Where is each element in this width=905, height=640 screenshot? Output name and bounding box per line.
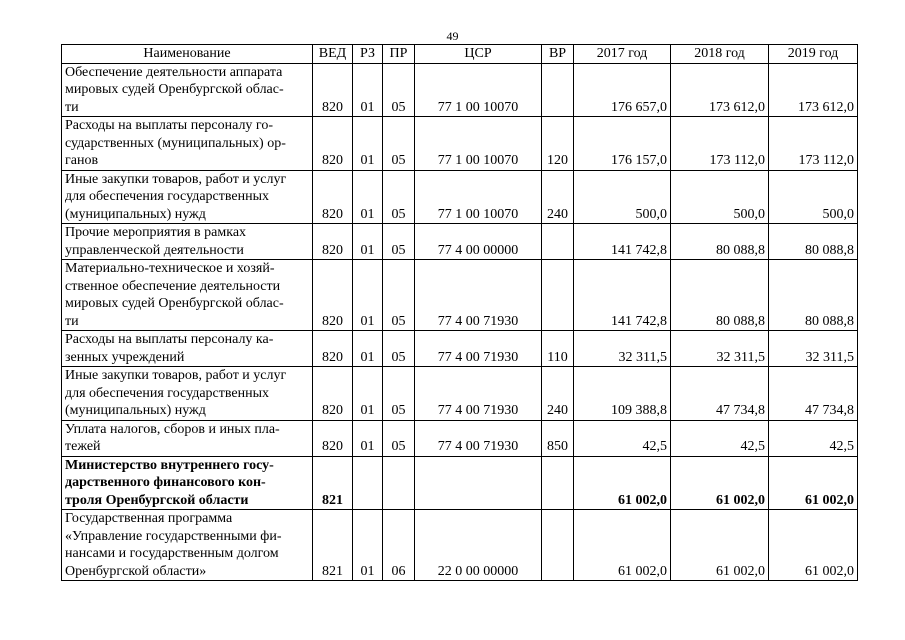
- table-body: [62, 63, 858, 581]
- name-line: Оренбургской области»: [65, 563, 207, 579]
- table-row: [62, 117, 858, 171]
- amount-2017-cell: 32 311,5: [574, 331, 671, 367]
- amount-2017-cell: 109 388,8: [574, 367, 671, 421]
- csr-cell: [415, 456, 542, 510]
- table-row: [62, 331, 858, 367]
- csr-cell: 77 4 00 71930: [415, 331, 542, 367]
- table-row: [62, 510, 858, 581]
- amount-2017-cell: 42,5: [574, 420, 671, 456]
- table-row: [62, 170, 858, 224]
- ved-cell: 820: [313, 117, 353, 171]
- name-line: управленческой деятельности: [65, 242, 244, 258]
- csr-cell: 77 4 00 71930: [415, 260, 542, 331]
- name-line: Иные закупки товаров, работ и услуг: [65, 171, 287, 187]
- table-row: [62, 224, 858, 260]
- vr-cell: 240: [542, 367, 574, 421]
- rz-cell: [353, 456, 383, 510]
- col-header-ved: ВЕД: [313, 45, 353, 64]
- amount-2017-cell: 176 157,0: [574, 117, 671, 171]
- col-header-2017: 2017 год: [574, 45, 671, 64]
- amount-2017-cell: 176 657,0: [574, 63, 671, 117]
- budget-table: [61, 44, 858, 581]
- amount-2018-cell: 173 112,0: [671, 117, 769, 171]
- table-row: [62, 456, 858, 510]
- amount-2019-cell: 80 088,8: [769, 260, 858, 331]
- name-cell: [62, 260, 313, 331]
- col-header-2018: 2018 год: [671, 45, 769, 64]
- name-line: ти: [65, 99, 79, 115]
- name-line: Государственная программа: [65, 511, 233, 526]
- amount-2019-cell: 173 612,0: [769, 63, 858, 117]
- amount-2018-cell: 500,0: [671, 170, 769, 224]
- col-header-2019: 2019 год: [769, 45, 858, 64]
- ved-cell: 820: [313, 331, 353, 367]
- rz-cell: 01: [353, 224, 383, 260]
- name-line: тежей: [65, 439, 101, 454]
- name-cell: [62, 224, 313, 260]
- name-cell: [62, 420, 313, 456]
- csr-cell: 77 4 00 71930: [415, 367, 542, 421]
- ved-cell: 820: [313, 170, 353, 224]
- col-header-name: Наименование: [62, 45, 313, 64]
- name-cell: [62, 63, 313, 117]
- csr-cell: 77 1 00 10070: [415, 170, 542, 224]
- name-line: Иные закупки товаров, работ и услуг: [65, 368, 287, 383]
- name-line: Уплата налогов, сборов и иных пла-: [65, 421, 280, 437]
- table-header-row: [62, 45, 858, 64]
- amount-2019-cell: 61 002,0: [769, 456, 858, 510]
- name-line: ганов: [65, 153, 99, 168]
- name-line: Материально-техническое и хозяй-: [65, 261, 275, 276]
- vr-cell: [542, 63, 574, 117]
- amount-2017-cell: 141 742,8: [574, 260, 671, 331]
- name-line: ственное обеспечение деятельности: [65, 278, 281, 294]
- name-cell: [62, 510, 313, 581]
- amount-2018-cell: 173 612,0: [671, 63, 769, 117]
- name-cell: [62, 456, 313, 510]
- csr-cell: 22 0 00 00000: [415, 510, 542, 581]
- name-line: троля Оренбургской области: [65, 492, 249, 508]
- name-line: ти: [65, 313, 79, 329]
- name-line: дарственного финансового кон-: [65, 475, 266, 490]
- name-line: «Управление государственными фи-: [65, 528, 282, 544]
- amount-2019-cell: 61 002,0: [769, 510, 858, 581]
- amount-2019-cell: 500,0: [769, 170, 858, 224]
- ved-cell: 821: [313, 510, 353, 581]
- pr-cell: 06: [383, 510, 415, 581]
- vr-cell: 240: [542, 170, 574, 224]
- name-line: мировых судей Оренбургской облас-: [65, 82, 284, 97]
- name-line: Обеспечение деятельности аппарата: [65, 64, 283, 80]
- rz-cell: 01: [353, 260, 383, 331]
- name-line: Расходы на выплаты персоналу ка-: [65, 332, 274, 347]
- name-line: сударственных (муниципальных) ор-: [65, 135, 286, 151]
- col-header-pr: ПР: [383, 45, 415, 64]
- pr-cell: 05: [383, 260, 415, 331]
- table-row: [62, 420, 858, 456]
- col-header-csr: ЦСР: [415, 45, 542, 64]
- csr-cell: 77 1 00 10070: [415, 63, 542, 117]
- name-line: зенных учреждений: [65, 349, 185, 365]
- rz-cell: 01: [353, 510, 383, 581]
- name-line: (муниципальных) нужд: [65, 403, 206, 418]
- amount-2019-cell: 80 088,8: [769, 224, 858, 260]
- rz-cell: 01: [353, 117, 383, 171]
- ved-cell: 820: [313, 63, 353, 117]
- vr-cell: [542, 224, 574, 260]
- ved-cell: 821: [313, 456, 353, 510]
- name-line: (муниципальных) нужд: [65, 206, 206, 222]
- name-cell: [62, 117, 313, 171]
- rz-cell: 01: [353, 170, 383, 224]
- ved-cell: 820: [313, 420, 353, 456]
- name-line: Прочие мероприятия в рамках: [65, 225, 247, 240]
- amount-2019-cell: 173 112,0: [769, 117, 858, 171]
- pr-cell: 05: [383, 420, 415, 456]
- csr-cell: 77 1 00 10070: [415, 117, 542, 171]
- name-line: Министерство внутреннего госу-: [65, 457, 274, 473]
- table-row: [62, 63, 858, 117]
- name-cell: [62, 331, 313, 367]
- pr-cell: 05: [383, 63, 415, 117]
- pr-cell: 05: [383, 170, 415, 224]
- amount-2018-cell: 61 002,0: [671, 510, 769, 581]
- table-row: [62, 260, 858, 331]
- ved-cell: 820: [313, 224, 353, 260]
- name-line: мировых судей Оренбургской облас-: [65, 296, 284, 311]
- pr-cell: 05: [383, 331, 415, 367]
- amount-2017-cell: 61 002,0: [574, 456, 671, 510]
- name-line: Расходы на выплаты персоналу го-: [65, 118, 273, 133]
- vr-cell: 120: [542, 117, 574, 171]
- csr-cell: 77 4 00 00000: [415, 224, 542, 260]
- page-number: 49: [446, 29, 459, 43]
- pr-cell: 05: [383, 117, 415, 171]
- amount-2018-cell: 32 311,5: [671, 331, 769, 367]
- rz-cell: 01: [353, 420, 383, 456]
- amount-2018-cell: 61 002,0: [671, 456, 769, 510]
- col-header-vr: ВР: [542, 45, 574, 64]
- vr-cell: [542, 456, 574, 510]
- vr-cell: [542, 260, 574, 331]
- pr-cell: [383, 456, 415, 510]
- table-row: [62, 367, 858, 421]
- pr-cell: 05: [383, 224, 415, 260]
- pr-cell: 05: [383, 367, 415, 421]
- amount-2019-cell: 42,5: [769, 420, 858, 456]
- amount-2018-cell: 80 088,8: [671, 260, 769, 331]
- name-cell: [62, 170, 313, 224]
- ved-cell: 820: [313, 260, 353, 331]
- rz-cell: 01: [353, 367, 383, 421]
- amount-2017-cell: 500,0: [574, 170, 671, 224]
- amount-2018-cell: 80 088,8: [671, 224, 769, 260]
- amount-2019-cell: 47 734,8: [769, 367, 858, 421]
- vr-cell: [542, 510, 574, 581]
- ved-cell: 820: [313, 367, 353, 421]
- amount-2017-cell: 141 742,8: [574, 224, 671, 260]
- amount-2019-cell: 32 311,5: [769, 331, 858, 367]
- name-line: для обеспечения государственных: [65, 385, 269, 401]
- name-line: для обеспечения государственных: [65, 189, 269, 204]
- vr-cell: 110: [542, 331, 574, 367]
- amount-2018-cell: 42,5: [671, 420, 769, 456]
- vr-cell: 850: [542, 420, 574, 456]
- name-line: нансами и государственным долгом: [65, 546, 279, 561]
- rz-cell: 01: [353, 331, 383, 367]
- rz-cell: 01: [353, 63, 383, 117]
- csr-cell: 77 4 00 71930: [415, 420, 542, 456]
- col-header-rz: РЗ: [353, 45, 383, 64]
- amount-2018-cell: 47 734,8: [671, 367, 769, 421]
- amount-2017-cell: 61 002,0: [574, 510, 671, 581]
- name-cell: [62, 367, 313, 421]
